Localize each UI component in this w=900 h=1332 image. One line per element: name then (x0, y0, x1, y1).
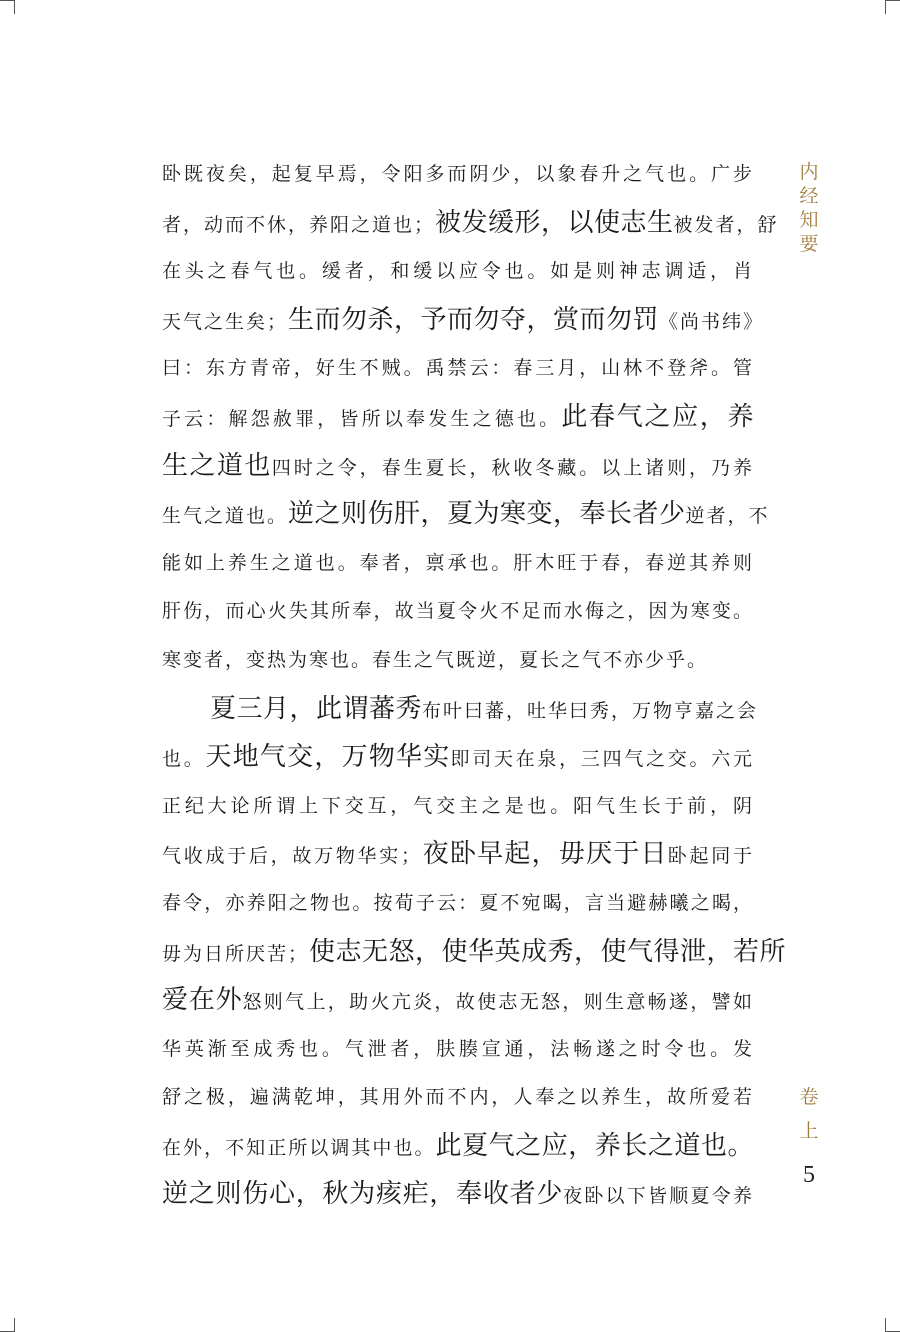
text-line (162, 539, 754, 588)
commentary-text: 春令，亦养阳之物也。按荀子云：夏不宛暍，言当避赫曦之暍， (162, 891, 754, 914)
commentary-text: 在外，不知正所以调其中也。 (162, 1136, 436, 1159)
commentary-text: 四时之令，春生夏长，秋收冬藏。以上诸则，乃养 (271, 456, 754, 479)
commentary-text: 即司天在泉，三四气之交。六元 (450, 748, 754, 771)
book-title-char: 知 (799, 209, 819, 231)
crop-mark (885, 1318, 886, 1332)
commentary-text: 在头之春气也。缓者，和缓以应令也。如是则神志调适，肖 (162, 260, 754, 283)
main-text: 天地气交，万物华实 (205, 742, 451, 773)
commentary-text: 能如上养生之道也。奉者，禀承也。肝木旺于春，春逆其养则 (162, 551, 754, 574)
commentary-text: 被发者，舒 (673, 213, 779, 236)
main-text: 夏三月，此谓蕃秀 (210, 693, 423, 724)
crop-mark (0, 0, 14, 1)
commentary-text: 毋为日所厌苦； (162, 942, 310, 965)
main-text: 生而勿杀，予而勿夺，赏而勿罚 (288, 304, 660, 335)
text-line (162, 490, 770, 539)
commentary-text: 逆者，不 (685, 505, 770, 528)
text-line (162, 247, 754, 296)
crop-mark (14, 1318, 15, 1332)
main-text: 生之道也 (162, 450, 272, 481)
main-text: 此春气之应，养 (561, 401, 754, 432)
volume-char: 上 (799, 1120, 819, 1142)
commentary-text: 肝伤，而心火失其所奉，故当夏令火不足而水侮之，因为寒变。 (162, 600, 754, 623)
text-line (162, 976, 754, 1025)
commentary-text: 天气之生矣； (162, 310, 289, 333)
page-number: 5 (803, 1162, 815, 1188)
commentary-text: 寒变者，变热为寒也。春生之气既逆，夏长之气不亦少乎。 (162, 648, 709, 671)
book-title-char: 内 (799, 161, 819, 183)
text-line (162, 199, 779, 248)
text-line (162, 1073, 754, 1122)
crop-mark (14, 0, 15, 14)
main-text: 被发缓形，以使志生 (435, 207, 674, 238)
text-line (162, 879, 754, 928)
text-line (162, 1025, 754, 1074)
text-line (162, 830, 754, 879)
main-text: 夜卧早起，毋厌于日 (422, 839, 668, 870)
text-line (162, 296, 765, 345)
commentary-text: 子云：解怨赦罪，皆所以奉发生之德也。 (162, 407, 562, 430)
main-text: 此夏气之应，养长之道也。 (435, 1130, 754, 1161)
commentary-text: 夜卧以下皆顺夏令养 (563, 1185, 754, 1208)
commentary-text: 曰：东方青帝，好生不贼。禹禁云：春三月，山林不登斧。管 (162, 357, 754, 380)
text-line (162, 344, 754, 393)
text-line (162, 393, 754, 442)
volume-label (797, 1080, 821, 1148)
commentary-text: 布叶曰蕃，吐华曰秀，万物亨嘉之会 (422, 699, 759, 722)
body-text (162, 150, 787, 1219)
main-text: 爱在外 (162, 985, 243, 1016)
commentary-text: 卧既夜矣，起复早焉，令阳多而阴少，以象春升之气也。广步 (162, 163, 754, 185)
text-line (162, 1122, 754, 1171)
book-title (797, 160, 821, 256)
text-line (162, 636, 754, 685)
crop-mark (886, 0, 900, 1)
commentary-text: 也。 (162, 748, 206, 771)
text-line (162, 782, 754, 831)
text-line (162, 442, 754, 491)
commentary-text: 舒之极，遍满乾坤，其用外而不内，人奉之以养生，故所爱若 (162, 1086, 754, 1109)
commentary-text: 生气之道也。 (162, 505, 289, 528)
text-line (162, 733, 754, 782)
book-title-char: 要 (799, 233, 819, 255)
text-line (162, 587, 754, 636)
book-title-char: 经 (799, 185, 819, 207)
volume-char: 卷 (799, 1086, 819, 1108)
text-line (162, 1170, 754, 1219)
text-line (162, 685, 759, 734)
text-line (162, 928, 787, 977)
main-text: 逆之则伤肝，夏为寒变，奉长者少 (288, 499, 686, 530)
main-text: 逆之则伤心，秋为痎疟，奉收者少 (162, 1179, 564, 1210)
commentary-text: 华英渐至成秀也。气泄者，肤腠宣通，法畅遂之时令也。发 (162, 1037, 754, 1060)
commentary-text: 卧起同于 (667, 845, 754, 868)
commentary-text: 者，动而不休，养阳之道也； (162, 213, 436, 236)
commentary-text: 正纪大论所谓上下交互，气交主之是也。阳气生长于前，阴 (162, 794, 754, 817)
commentary-text: 《尚书纬》 (659, 310, 765, 333)
main-text: 使志无怒，使华英成秀，使气得泄，若所 (309, 936, 787, 967)
commentary-text: 怒则气上，助火亢炎，故使志无怒，则生意畅遂，譬如 (242, 991, 754, 1014)
crop-mark (885, 0, 886, 14)
commentary-text: 气收成于后，故万物华实； (162, 845, 422, 868)
text-line (162, 150, 754, 199)
